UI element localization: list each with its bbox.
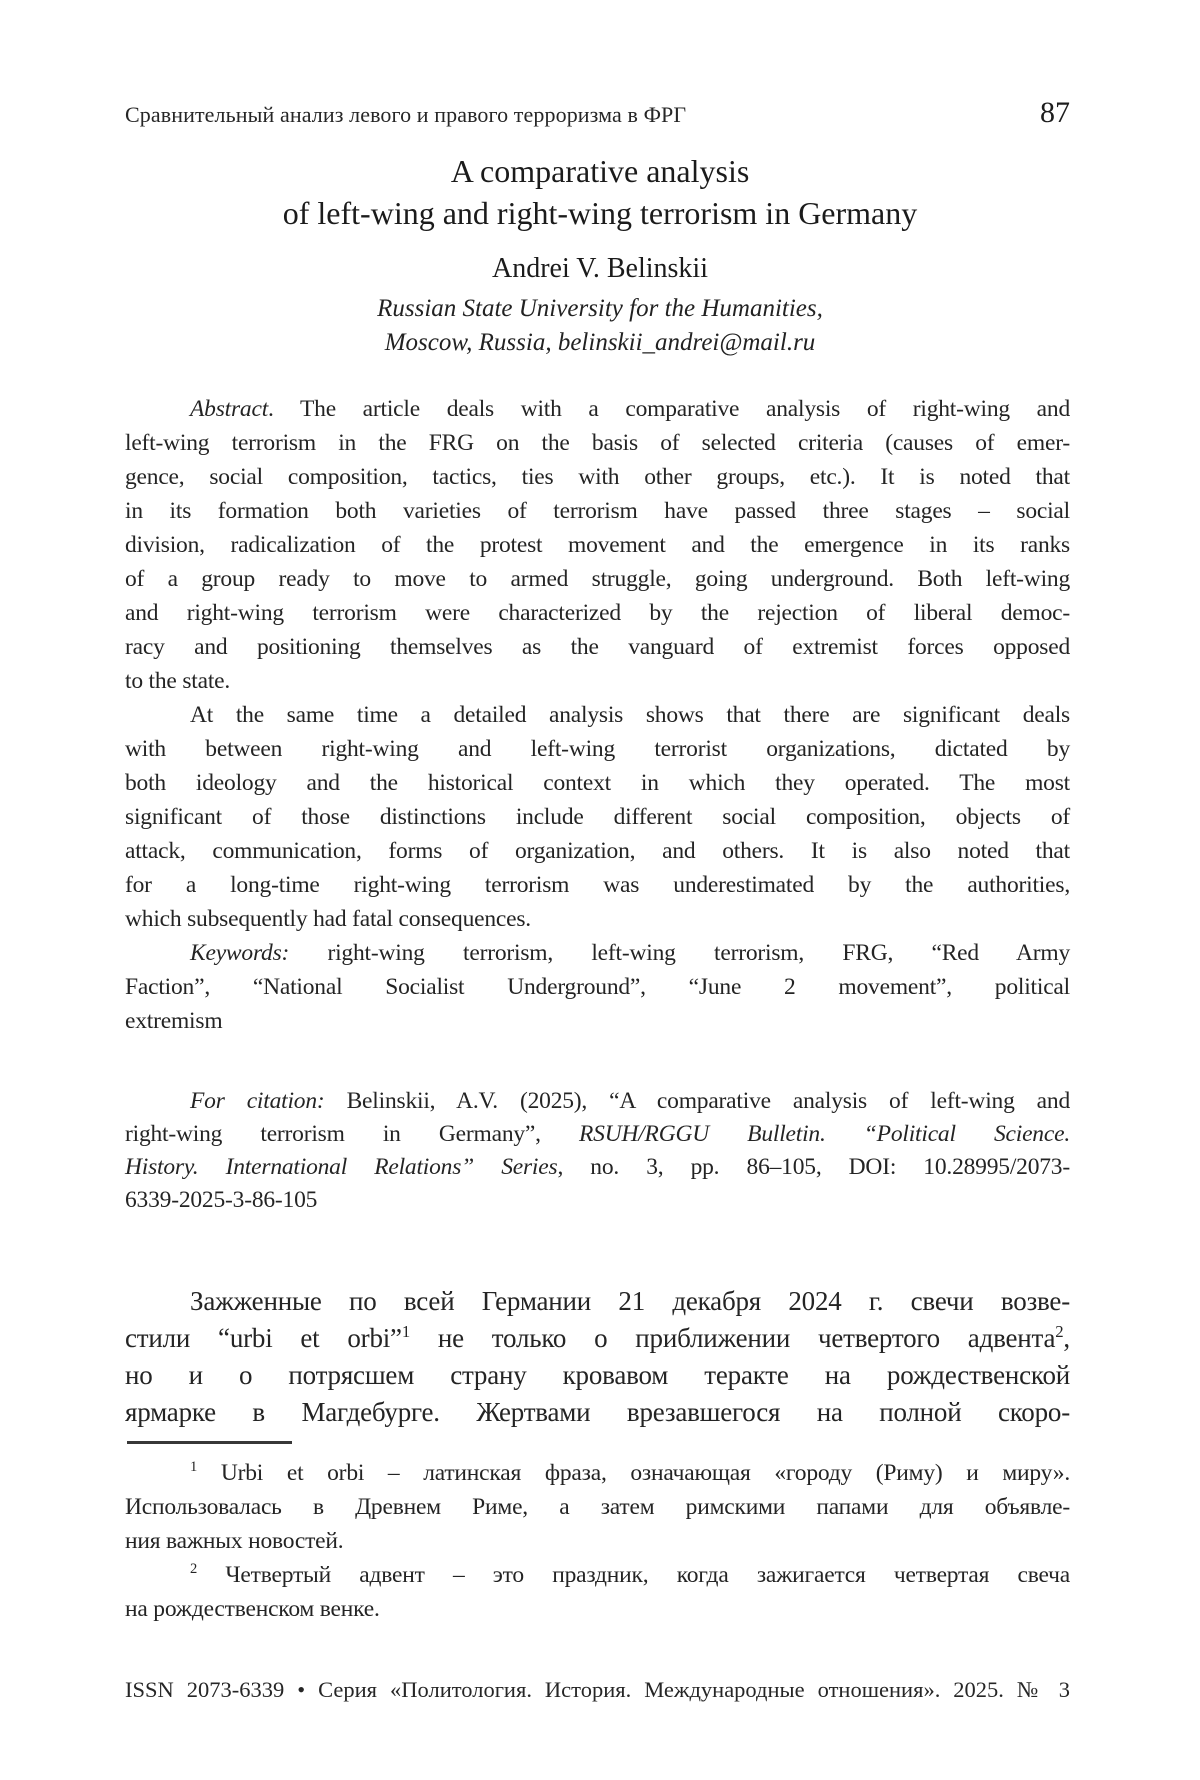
running-header [125, 96, 1070, 130]
abstract-paragraph [125, 392, 1070, 698]
abstract-paragraph-2 [125, 698, 1070, 936]
text-line: in its formation both varieties of terrorism have passed three stages – social [125, 498, 1070, 524]
affiliation [0, 292, 1200, 360]
text-line: History. International Relations” Series, no. 3, pp. 86–105, DOI: 10.28995/2073- [125, 1154, 1070, 1180]
text-line: For citation: Belinskii, A.V. (2025), “A comparative analysis of left-wing and [190, 1088, 1070, 1114]
page-number: 87 [1040, 96, 1070, 129]
keywords-paragraph [125, 936, 1070, 1038]
text-line: на рождественском венке. [125, 1596, 380, 1622]
text-line: both ideology and the historical context in which they operated. The most [125, 770, 1070, 796]
text-line: Faction”, “National Socialist Underground”, “June 2 movement”, political [125, 974, 1070, 1000]
text-line: но и о потрясшем страну кровавом теракте на рождественской [125, 1360, 1070, 1390]
article-title-line-2: of left-wing and right-wing terrorism in Germany [282, 195, 918, 231]
affiliation-line-2: Moscow, Russia, belinskii_andrei@mail.ru [384, 329, 816, 356]
text-line: with between right-wing and left-wing terrorist organizations, dictated by [125, 736, 1070, 762]
text-line: $^2$ Четвертый адвент – это праздник, когда зажигается четвертая свеча [190, 1561, 1070, 1588]
text-line: right-wing terrorism in Germany”, RSUH/RGGU Bulletin. “Political Science. [125, 1121, 1070, 1147]
front-matter [125, 392, 1070, 1038]
text-line: 6339-2025-3-86-105 [125, 1187, 318, 1213]
text-line: which subsequently had fatal consequences. [125, 906, 531, 932]
body-paragraph [125, 1283, 1070, 1431]
text-line: Keywords: right-wing terrorism, left-wing terrorism, FRG, “Red Army [190, 940, 1070, 966]
text-line: At the same time a detailed analysis shows that there are significant deals [190, 702, 1070, 728]
text-line: for a long-time right-wing terrorism was underestimated by the authorities, [125, 872, 1070, 898]
text-line: to the state. [125, 668, 231, 694]
footnote-separator-rule [127, 1441, 292, 1444]
text-line: significant of those distinctions include different social composition, objects of [125, 804, 1070, 830]
article-title [60, 150, 1140, 234]
page-footer: ISSN 2073-6339 • Серия «Политология. История. Международные отношения». 2025. № 3 [125, 1677, 1070, 1702]
text-line: left-wing terrorism in the FRG on the basis of selected criteria (causes of emer- [125, 430, 1070, 456]
author-name: Andrei V. Belinskii [492, 253, 708, 284]
text-line: extremism [125, 1008, 223, 1034]
text-line: division, radicalization of the protest movement and the emergence in its ranks [125, 532, 1070, 558]
text-line: Abstract. The article deals with a comparative analysis of right-wing and [190, 396, 1070, 422]
text-line: Использовалась в Древнем Риме, а затем римскими папами для объявле- [125, 1494, 1070, 1520]
text-line: and right-wing terrorism were characterized by the rejection of liberal democ- [125, 600, 1070, 626]
article-title-line-1: A comparative analysis [450, 153, 750, 189]
text-line: стили “urbi et orbi”$^1$ не только о приближении четвертого адвента$^2$, [125, 1322, 1070, 1353]
affiliation-line-1: Russian State University for the Humanities, [377, 295, 823, 322]
text-line: Зажженные по всей Германии 21 декабря 2024 г. свечи возве- [190, 1286, 1070, 1316]
text-line: racy and positioning themselves as the vanguard of extremist forces opposed [125, 634, 1070, 660]
footnotes [125, 1456, 1070, 1626]
text-line: $^1$ Urbi et orbi – латинская фраза, означающая «городу (Риму) и миру». [190, 1459, 1070, 1486]
citation-paragraph [125, 1085, 1070, 1217]
text-line: attack, communication, forms of organization, and others. It is also noted that [125, 838, 1070, 864]
text-line: ния важных новостей. [125, 1528, 344, 1554]
text-line: gence, social composition, tactics, ties with other groups, etc.). It is noted that [125, 464, 1070, 490]
running-head-text: Сравнительный анализ левого и правого терроризма в ФРГ [125, 102, 687, 127]
text-line: of a group ready to move to armed struggle, going underground. Both left-wing [125, 566, 1070, 592]
text-line: ярмарке в Магдебурге. Жертвами врезавшегося на полной скоро- [125, 1397, 1070, 1427]
